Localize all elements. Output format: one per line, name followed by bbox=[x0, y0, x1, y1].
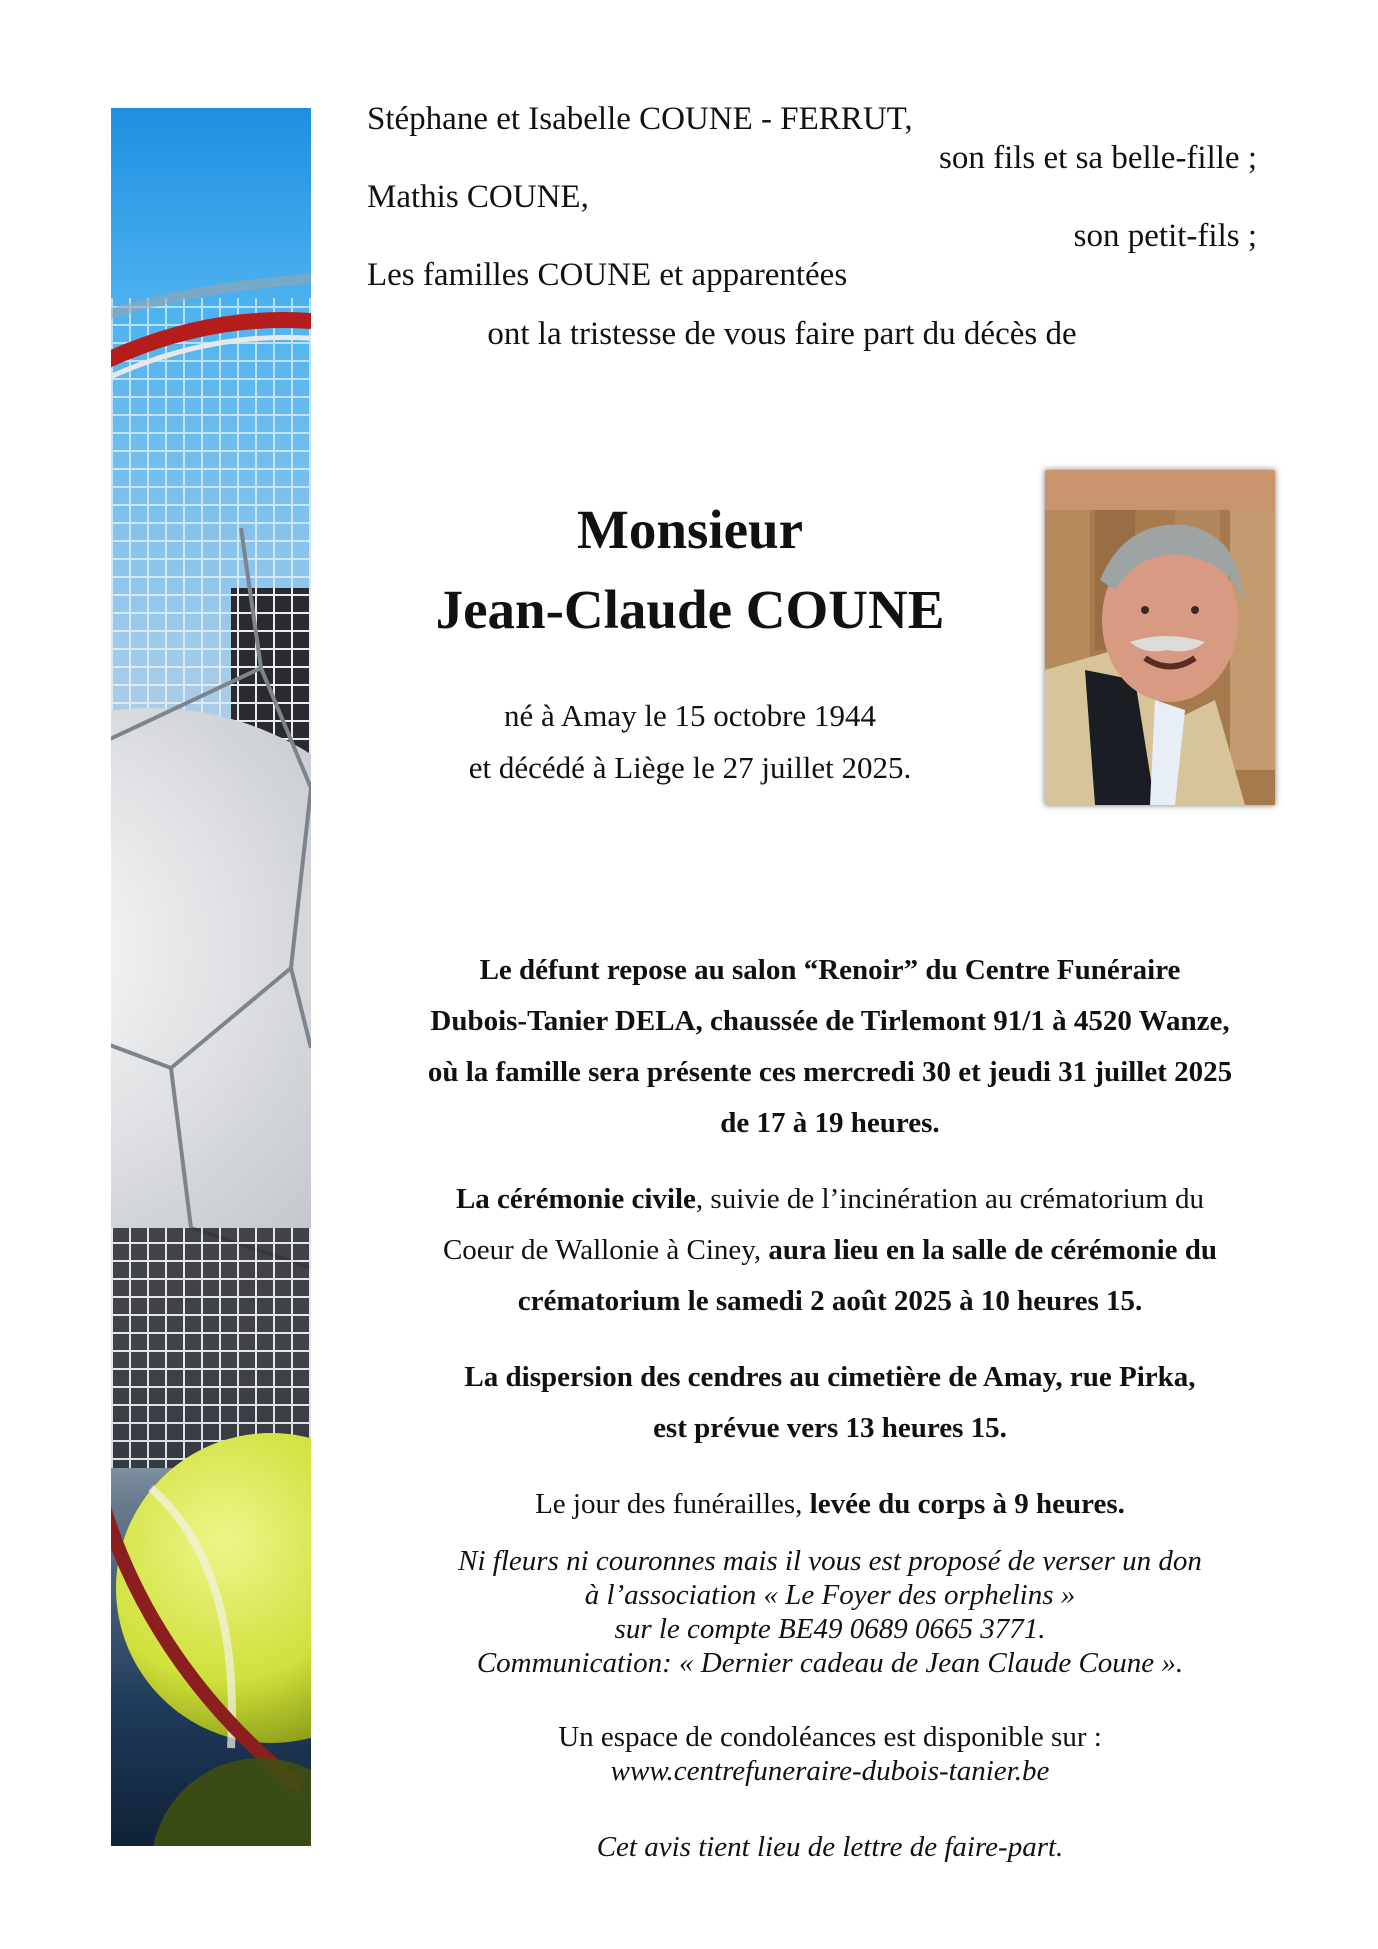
funeral-day-paragraph bbox=[370, 1479, 1290, 1530]
ceremony-paragraph bbox=[370, 1174, 1290, 1327]
deceased-block bbox=[380, 490, 1000, 794]
condolences-text: Un espace de condoléances est disponible sur : bbox=[558, 1721, 1102, 1753]
family-announcement bbox=[367, 100, 1267, 354]
condolences-url-link[interactable]: www.centrefuneraire-dubois-tanier.be bbox=[610, 1755, 1050, 1787]
family-line-families: Les familles COUNE et apparentées bbox=[367, 257, 848, 293]
deceased-title: Monsieur bbox=[576, 499, 804, 560]
donation-line-4: Communication: « Dernier cadeau de Jean Claude Coune ». bbox=[476, 1647, 1184, 1679]
deceased-name: Jean-Claude COUNE bbox=[435, 579, 945, 640]
condolences-paragraph bbox=[370, 1720, 1290, 1788]
donation-paragraph bbox=[370, 1544, 1290, 1680]
portrait-illustration bbox=[1045, 470, 1275, 805]
family-line-parents: Stéphane et Isabelle COUNE - FERRUT, bbox=[367, 101, 913, 137]
ceremony-text-1: , suivie de l’incinération au crématorium du bbox=[695, 1183, 1205, 1215]
donation-line-2: à l’association « Le Foyer des orphelins » bbox=[584, 1579, 1076, 1611]
family-line-grandson: Mathis COUNE, bbox=[367, 179, 589, 215]
ceremony-bold-2: aura lieu en la salle de cérémonie du bbox=[768, 1234, 1218, 1266]
funeral-day-text: Le jour des funérailles, bbox=[535, 1488, 810, 1520]
visitation-line-1: Le défunt repose au salon “Renoir” du Centre Funéraire bbox=[479, 954, 1181, 986]
deceased-dates bbox=[380, 690, 1000, 794]
visitation-line-4: de 17 à 19 heures. bbox=[720, 1107, 940, 1139]
closing-note: Cet avis tient lieu de lettre de faire-part. bbox=[596, 1831, 1064, 1863]
birth-line: né à Amay le 15 octobre 1944 bbox=[504, 698, 876, 733]
family-line-announcement: ont la tristesse de vous faire part du décès de bbox=[487, 316, 1077, 352]
ceremony-text-2: Coeur de Wallonie à Ciney, bbox=[442, 1234, 769, 1266]
dispersion-paragraph bbox=[370, 1352, 1290, 1454]
death-line: et décédé à Liège le 27 juillet 2025. bbox=[468, 750, 912, 785]
sports-decorative-image bbox=[111, 108, 311, 1846]
ceremony-bold-1: La cérémonie civile bbox=[455, 1183, 696, 1215]
visitation-line-2: Dubois-Tanier DELA, chaussée de Tirlemont 91/1 à 4520 Wanze, bbox=[430, 1005, 1230, 1037]
visitation-paragraph bbox=[370, 945, 1290, 1149]
sports-illustration bbox=[111, 108, 311, 1846]
visitation-line-3: où la famille sera présente ces mercredi 30 et jeudi 31 juillet 2025 bbox=[427, 1056, 1233, 1088]
funeral-day-bold: levée du corps à 9 heures. bbox=[809, 1488, 1125, 1520]
funeral-details bbox=[370, 945, 1290, 1864]
ceremony-bold-3: crématorium le samedi 2 août 2025 à 10 heures 15. bbox=[517, 1285, 1143, 1317]
dispersion-line-2: est prévue vers 13 heures 15. bbox=[653, 1412, 1007, 1444]
family-line-relation-son: son fils et sa belle-fille ; bbox=[939, 140, 1257, 176]
donation-line-3: sur le compte BE49 0689 0665 3771. bbox=[614, 1613, 1046, 1645]
dispersion-line-1: La dispersion des cendres au cimetière de Amay, rue Pirka, bbox=[464, 1361, 1196, 1393]
donation-line-1: Ni fleurs ni couronnes mais il vous est proposé de verser un don bbox=[458, 1545, 1202, 1577]
portrait-photo bbox=[1045, 470, 1275, 805]
family-line-relation-grandson: son petit-fils ; bbox=[1073, 218, 1257, 254]
